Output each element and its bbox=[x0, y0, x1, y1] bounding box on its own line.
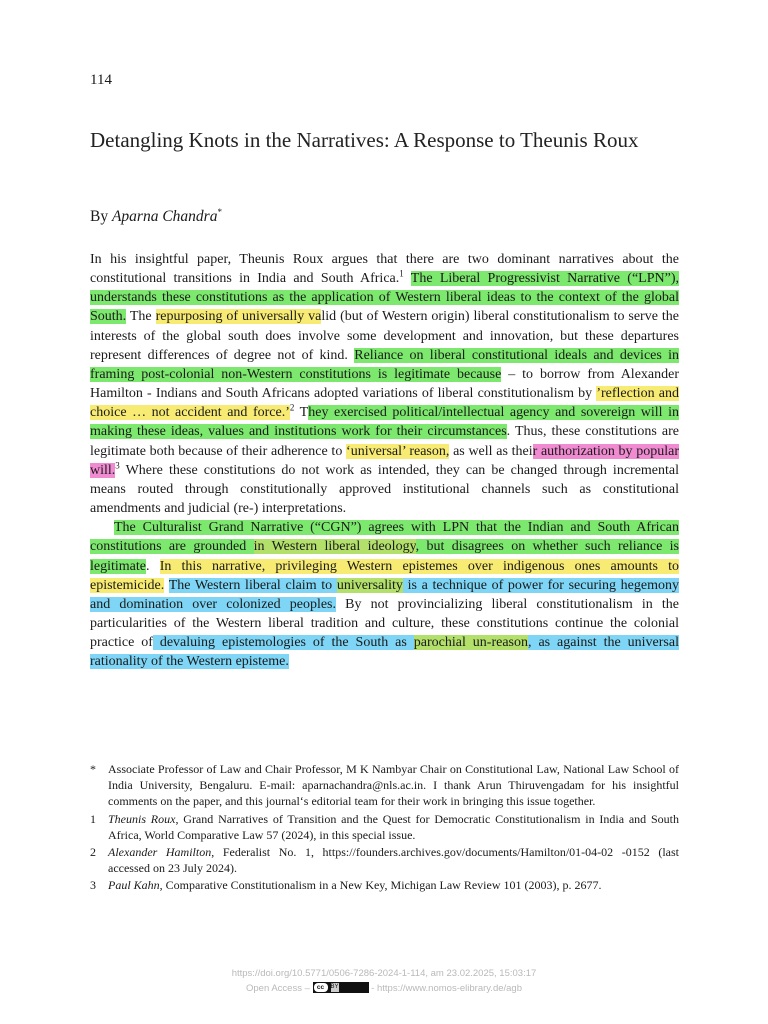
footnote bbox=[90, 811, 679, 843]
highlighted-text: r authorization by popular will. bbox=[90, 443, 680, 478]
highlighted-text: The Culturalist Grand Narrative (“CGN”) agrees with LPN that the Indian and South African constitutions are grounded bbox=[90, 520, 679, 555]
highlighted-text: In this narrative, privileging Western epistemes over indigenous ones amounts to epistemicide. bbox=[90, 558, 680, 593]
byline-prefix: By bbox=[90, 208, 112, 226]
watermark-doi: https://doi.org/10.5771/0506-7286-2024-1-114, am 23.02.2025, 15:03:17 bbox=[231, 968, 537, 979]
text-run: . bbox=[145, 558, 160, 574]
cc-license-icon bbox=[313, 982, 369, 993]
cited-author: Theunis Roux bbox=[108, 811, 176, 826]
text-run: The bbox=[126, 309, 156, 325]
footnote-ref: 2 bbox=[289, 402, 295, 413]
footnote-mark: 3 bbox=[90, 878, 96, 893]
watermark-license bbox=[0, 982, 768, 994]
footnote-text bbox=[108, 761, 679, 810]
footnote-mark: 1 bbox=[90, 811, 96, 826]
page-number: 114 bbox=[90, 72, 112, 88]
highlighted-text: parochial un-reason bbox=[413, 635, 528, 651]
footnote-text bbox=[108, 844, 679, 876]
paragraph-1 bbox=[90, 250, 679, 518]
open-access-label: Open Access – bbox=[245, 983, 313, 994]
text-run: T bbox=[294, 405, 309, 421]
footnote-text bbox=[108, 877, 679, 893]
footnote bbox=[90, 761, 679, 810]
text-run: as well as thei bbox=[449, 443, 533, 459]
text-run: By not provincializing liberal constitutionalism in the particularities of the Western liberal tradition and culture, these constitutions continue the colonial practice of bbox=[90, 596, 679, 651]
highlighted-text: in Western liberal ideology bbox=[253, 539, 416, 555]
footnote-text-run: Associate Professor of Law and Chair Professor, M K Nambyar Chair on Constitutional Law, National Law School of India University, Bengaluru. E-mail: aparnachandra@nls.ac.in. I thank Arun Thiruvengadam for his insightful comments on the paper, and this journal‘s editorial team for their work in bringing this issue together. bbox=[108, 762, 679, 809]
author-name: Aparna Chandra bbox=[111, 208, 218, 226]
text-run: Where these constitutions do not work as intended, they can be changed through incremental means routed through constitutionally approved institutional channels such as constitutional amendments and judicial (re-) interpretations. bbox=[90, 462, 679, 517]
highlighted-text: devaluing epistemologies of the South as bbox=[152, 635, 414, 651]
cc-badge-label: cc bbox=[314, 983, 328, 992]
text-run: In his insightful paper, Theunis Roux argues that there are two dominant narratives about the constitutional transitions in India and South Africa. bbox=[90, 252, 679, 287]
footnote-ref: 3 bbox=[115, 460, 120, 471]
highlighted-text: repurposing of universally va bbox=[155, 309, 322, 325]
cited-author: Paul Kahn bbox=[108, 878, 160, 893]
byline bbox=[90, 207, 222, 226]
footnote bbox=[90, 877, 679, 893]
document-page bbox=[90, 0, 679, 1024]
footnote-ref: 1 bbox=[399, 268, 404, 279]
footnotes bbox=[90, 761, 679, 895]
highlighted-text: , but disagrees on whether such reliance is legitimate bbox=[90, 539, 679, 574]
author-footnote-mark: * bbox=[217, 207, 222, 217]
highlighted-text: is a technique of power for securing hegemony and domination over colonized peoples. bbox=[90, 577, 679, 612]
highlighted-text: Reliance on liberal constitutional ideals and devices in framing post-colonial non-Western constitutions is legitimate because bbox=[90, 347, 680, 382]
footnote-text-run: , Comparative Constitutionalism in a New Key, Michigan Law Review 101 (2003), p. 2677. bbox=[159, 878, 602, 893]
footnote-text-run: , Grand Narratives of Transition and the Quest for Democratic Constitutionalism in India and South Africa, World Comparative Law 57 (2024), in this special issue. bbox=[108, 811, 679, 842]
highlighted-text: hey exercised political/intellectual agency and sovereign will in making these ideas, values and institutions work for their circumstances bbox=[90, 405, 679, 440]
highlighted-text: ‘universal’ reason, bbox=[346, 443, 450, 459]
article-title: Detangling Knots in the Narratives: A Response to Theunis Roux bbox=[90, 128, 639, 152]
highlighted-text: , as against the universal rationality of the Western episteme. bbox=[90, 635, 679, 670]
highlighted-text: universality bbox=[336, 577, 403, 593]
footnote-text-run: , Federalist No. 1, https://founders.archives.gov/documents/Hamilton/01-04-02 -0152 (last accessed on 23 July 2024). bbox=[108, 845, 679, 876]
footnote-mark: 2 bbox=[90, 845, 96, 860]
text-run: . Thus, these constitutions are legitimate both because of their adherence to bbox=[90, 424, 679, 459]
paragraph-2 bbox=[90, 518, 679, 671]
terms-link[interactable]: - https://www.nomos-elibrary.de/agb bbox=[368, 983, 523, 994]
highlighted-text: The Liberal Progressivist Narrative (“LPN”), understands these constitutions as the application of Western liberal ideas to the context of the global South. bbox=[90, 271, 679, 325]
highlighted-text: The Western liberal claim to bbox=[168, 577, 337, 593]
highlighted-text: ’reflection and choice … not accident and force.’ bbox=[90, 386, 679, 421]
footnote bbox=[90, 844, 679, 876]
footnote-mark: * bbox=[90, 762, 96, 776]
cited-author: Alexander Hamilton bbox=[108, 845, 212, 860]
text-run bbox=[404, 271, 411, 286]
text-run: – to borrow from Alexander Hamilton - Indians and South Africans adopted variations of liberal constitutionalism by bbox=[90, 366, 679, 402]
footnote-text bbox=[108, 811, 679, 843]
article-body bbox=[90, 250, 679, 671]
cc-by-label: BY bbox=[330, 984, 339, 990]
text-run: lid (but of Western origin) liberal constitutionalism to serve the interests of the global south does involve some development and innovation, but these departures represent differences of degree not of kind. bbox=[90, 309, 679, 363]
